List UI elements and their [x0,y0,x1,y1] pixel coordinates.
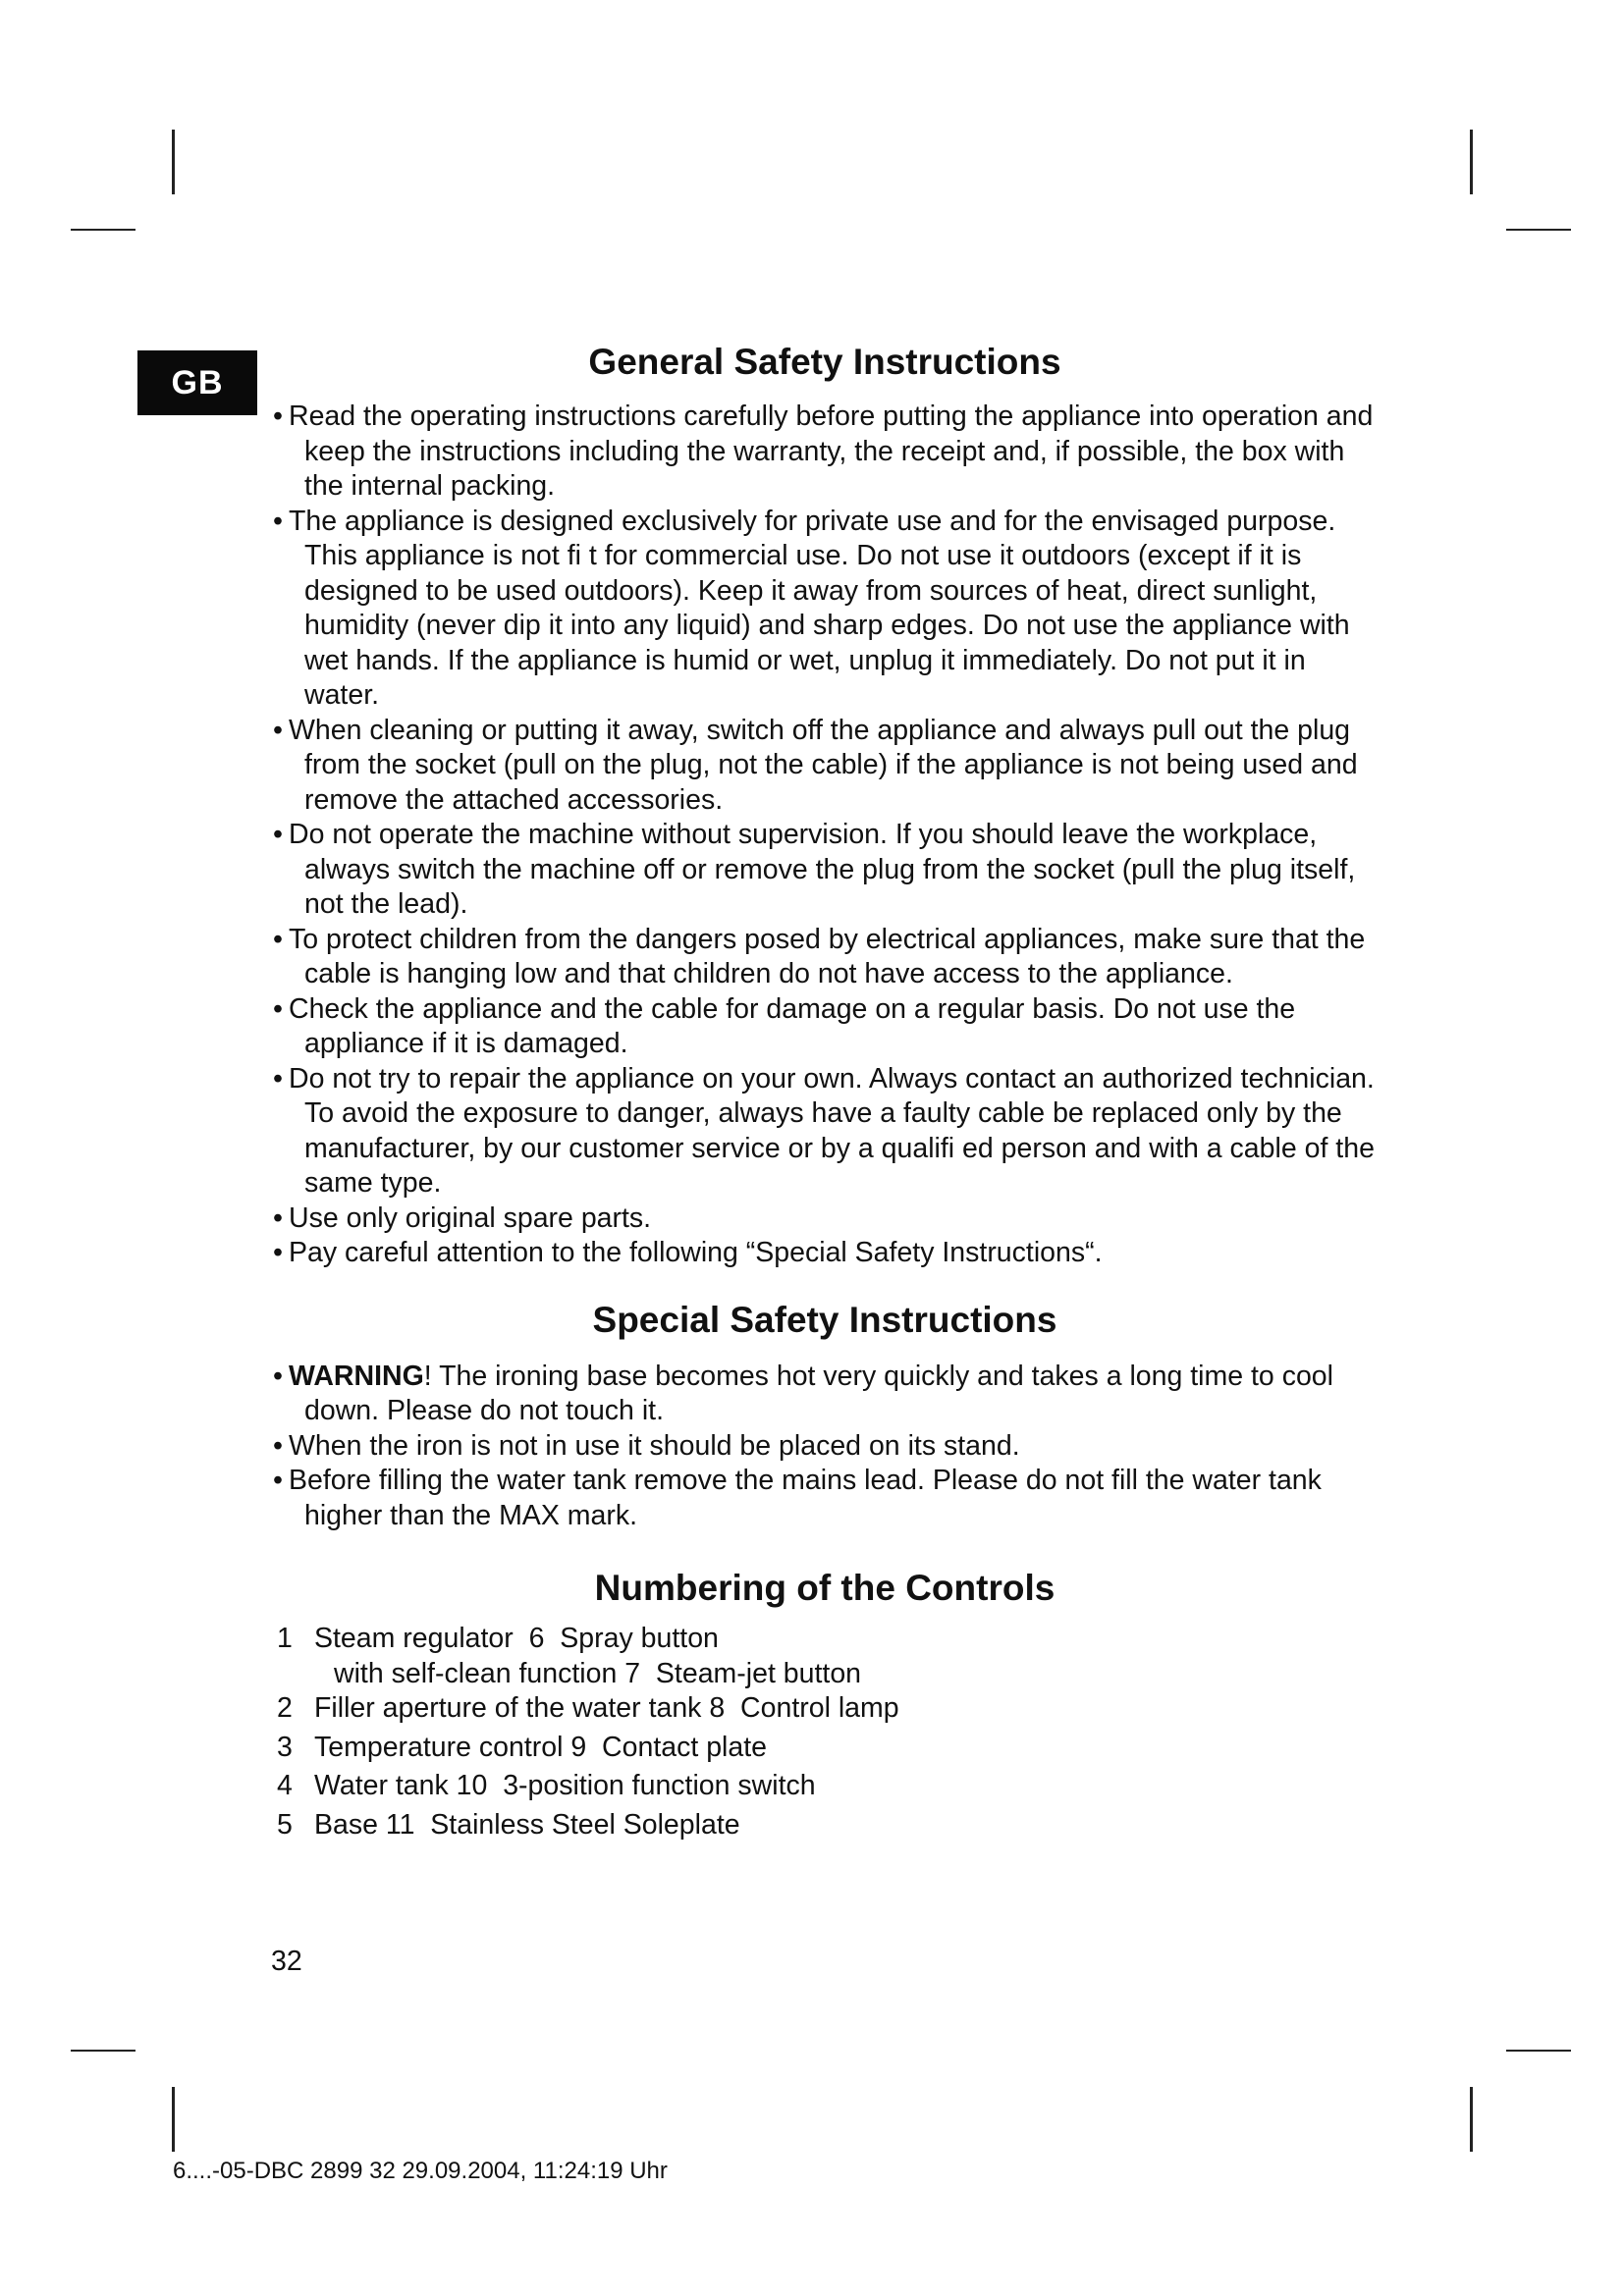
bullet: • [273,1360,283,1392]
bullet: • [273,714,283,746]
control-label: Filler aperture of the water tank 8 Control lamp [314,1692,899,1724]
control-number: 4 [277,1770,293,1801]
list-item [265,1429,1384,1465]
control-label: Temperature control 9 Contact plate [314,1731,767,1763]
list-item-text: Pay careful attention to the following “Special Safety Instructions“. [289,1237,1103,1268]
bullet: • [273,992,283,1025]
control-number: 1 [277,1623,293,1654]
list-item-text: To protect children from the dangers posed by electrical appliances, make sure that the cable is hanging low and that children do not have access to the appliance. [289,923,1366,989]
crop-mark-bottom-right-vertical [1470,2087,1473,2152]
list-item [265,1236,1384,1271]
list-item-text: When cleaning or putting it away, switch off the appliance and always pull out the plug from the socket (pull on the plug, not the cable) if the appliance is not being used and remove the attached accessories. [289,714,1358,816]
page-number: 32 [271,1946,302,1977]
list-item-text [289,1361,1333,1427]
list-item [265,818,1384,923]
list-item [265,992,1384,1062]
bullet: • [273,1465,283,1496]
language-tab: GB [137,350,257,415]
page-content [265,339,1384,1842]
bullet: • [273,400,283,432]
control-row [265,1808,1384,1843]
crop-mark-bottom-left-horizontal [71,2050,135,2052]
general-safety-list [265,400,1384,1271]
list-item [265,1464,1384,1533]
bullet: • [273,1429,283,1462]
crop-mark-bottom-left-vertical [172,2087,175,2152]
list-item-text: Before filling the water tank remove the mains lead. Please do not fill the water tank higher than the MAX mark. [289,1465,1322,1531]
bullet: • [273,923,283,955]
list-item-text: The appliance is designed exclusively for private use and for the envisaged purpose. This appliance is not fi t for commercial use. Do not use it outdoors (except if it is designed to be used outdoors). Keep it away from sources of heat, direct sunlight, humidity (never dip it into any liquid) and sharp edges. Do not use the appliance with wet hands. If the appliance is humid or wet, unplug it immediately. Do not put it in water. [289,505,1350,711]
list-item-text: Do not try to repair the appliance on your own. Always contact an authorized technician. To avoid the exposure to danger, always have a faulty cable be replaced only by the manufacturer, by our customer service or by a qualifi ed person and with a cable of the same type. [289,1062,1375,1199]
list-item-text: When the iron is not in use it should be placed on its stand. [289,1429,1020,1462]
bullet: • [273,1062,283,1095]
crop-mark-top-left-vertical [172,130,175,194]
special-safety-title: Special Safety Instructions [592,1299,1057,1340]
numbering-title: Numbering of the Controls [594,1568,1056,1608]
controls-list [265,1622,1384,1842]
control-number: 3 [277,1731,293,1763]
control-label: Base 11 Stainless Steel Soleplate [314,1808,740,1841]
bullet: • [273,819,283,850]
crop-mark-top-left-horizontal [71,229,135,231]
list-item [265,400,1384,505]
warning-text: ! The ironing base becomes hot very quickly and takes a long time to cool down. Please do not touch it. [304,1360,1333,1426]
warning-label: WARNING [289,1360,424,1392]
control-label: Steam regulator 6 Spray button [314,1623,719,1654]
list-item [265,1062,1384,1201]
special-safety-list-more [265,1429,1384,1534]
general-safety-title: General Safety Instructions [588,342,1061,382]
list-item-text: Do not operate the machine without supervision. If you should leave the workplace, always switch the machine off or remove the plug from the socket (pull the plug itself, not the lead). [289,819,1356,920]
control-row [265,1691,1384,1727]
control-row [265,1622,1384,1657]
control-label: with self-clean function 7 Steam-jet button [334,1657,862,1689]
control-row [265,1657,1384,1692]
control-label: Water tank 10 3-position function switch [314,1770,816,1801]
control-number: 2 [277,1692,293,1724]
list-item [265,505,1384,714]
print-footer: 6....-05-DBC 2899 32 29.09.2004, 11:24:19 Uhr [173,2158,668,2184]
bullet: • [273,505,283,537]
crop-mark-top-right-horizontal [1506,229,1571,231]
special-safety-list [265,1360,1384,1429]
list-item-text: Read the operating instructions carefully before putting the appliance into operation and keep the instructions including the warranty, the receipt and, if possible, the box with the internal packing. [289,400,1374,502]
control-row [265,1769,1384,1804]
bullet: • [273,1237,283,1268]
list-item [265,923,1384,992]
crop-mark-bottom-right-horizontal [1506,2050,1571,2052]
list-item [265,714,1384,819]
control-number: 5 [277,1808,293,1841]
bullet: • [273,1201,283,1234]
control-row [265,1731,1384,1766]
list-item-text: Use only original spare parts. [289,1201,652,1234]
list-item-text: Check the appliance and the cable for damage on a regular basis. Do not use the appliance if it is damaged. [289,992,1296,1059]
crop-mark-top-right-vertical [1470,130,1473,194]
list-item [265,1201,1384,1237]
list-item [265,1360,1384,1429]
